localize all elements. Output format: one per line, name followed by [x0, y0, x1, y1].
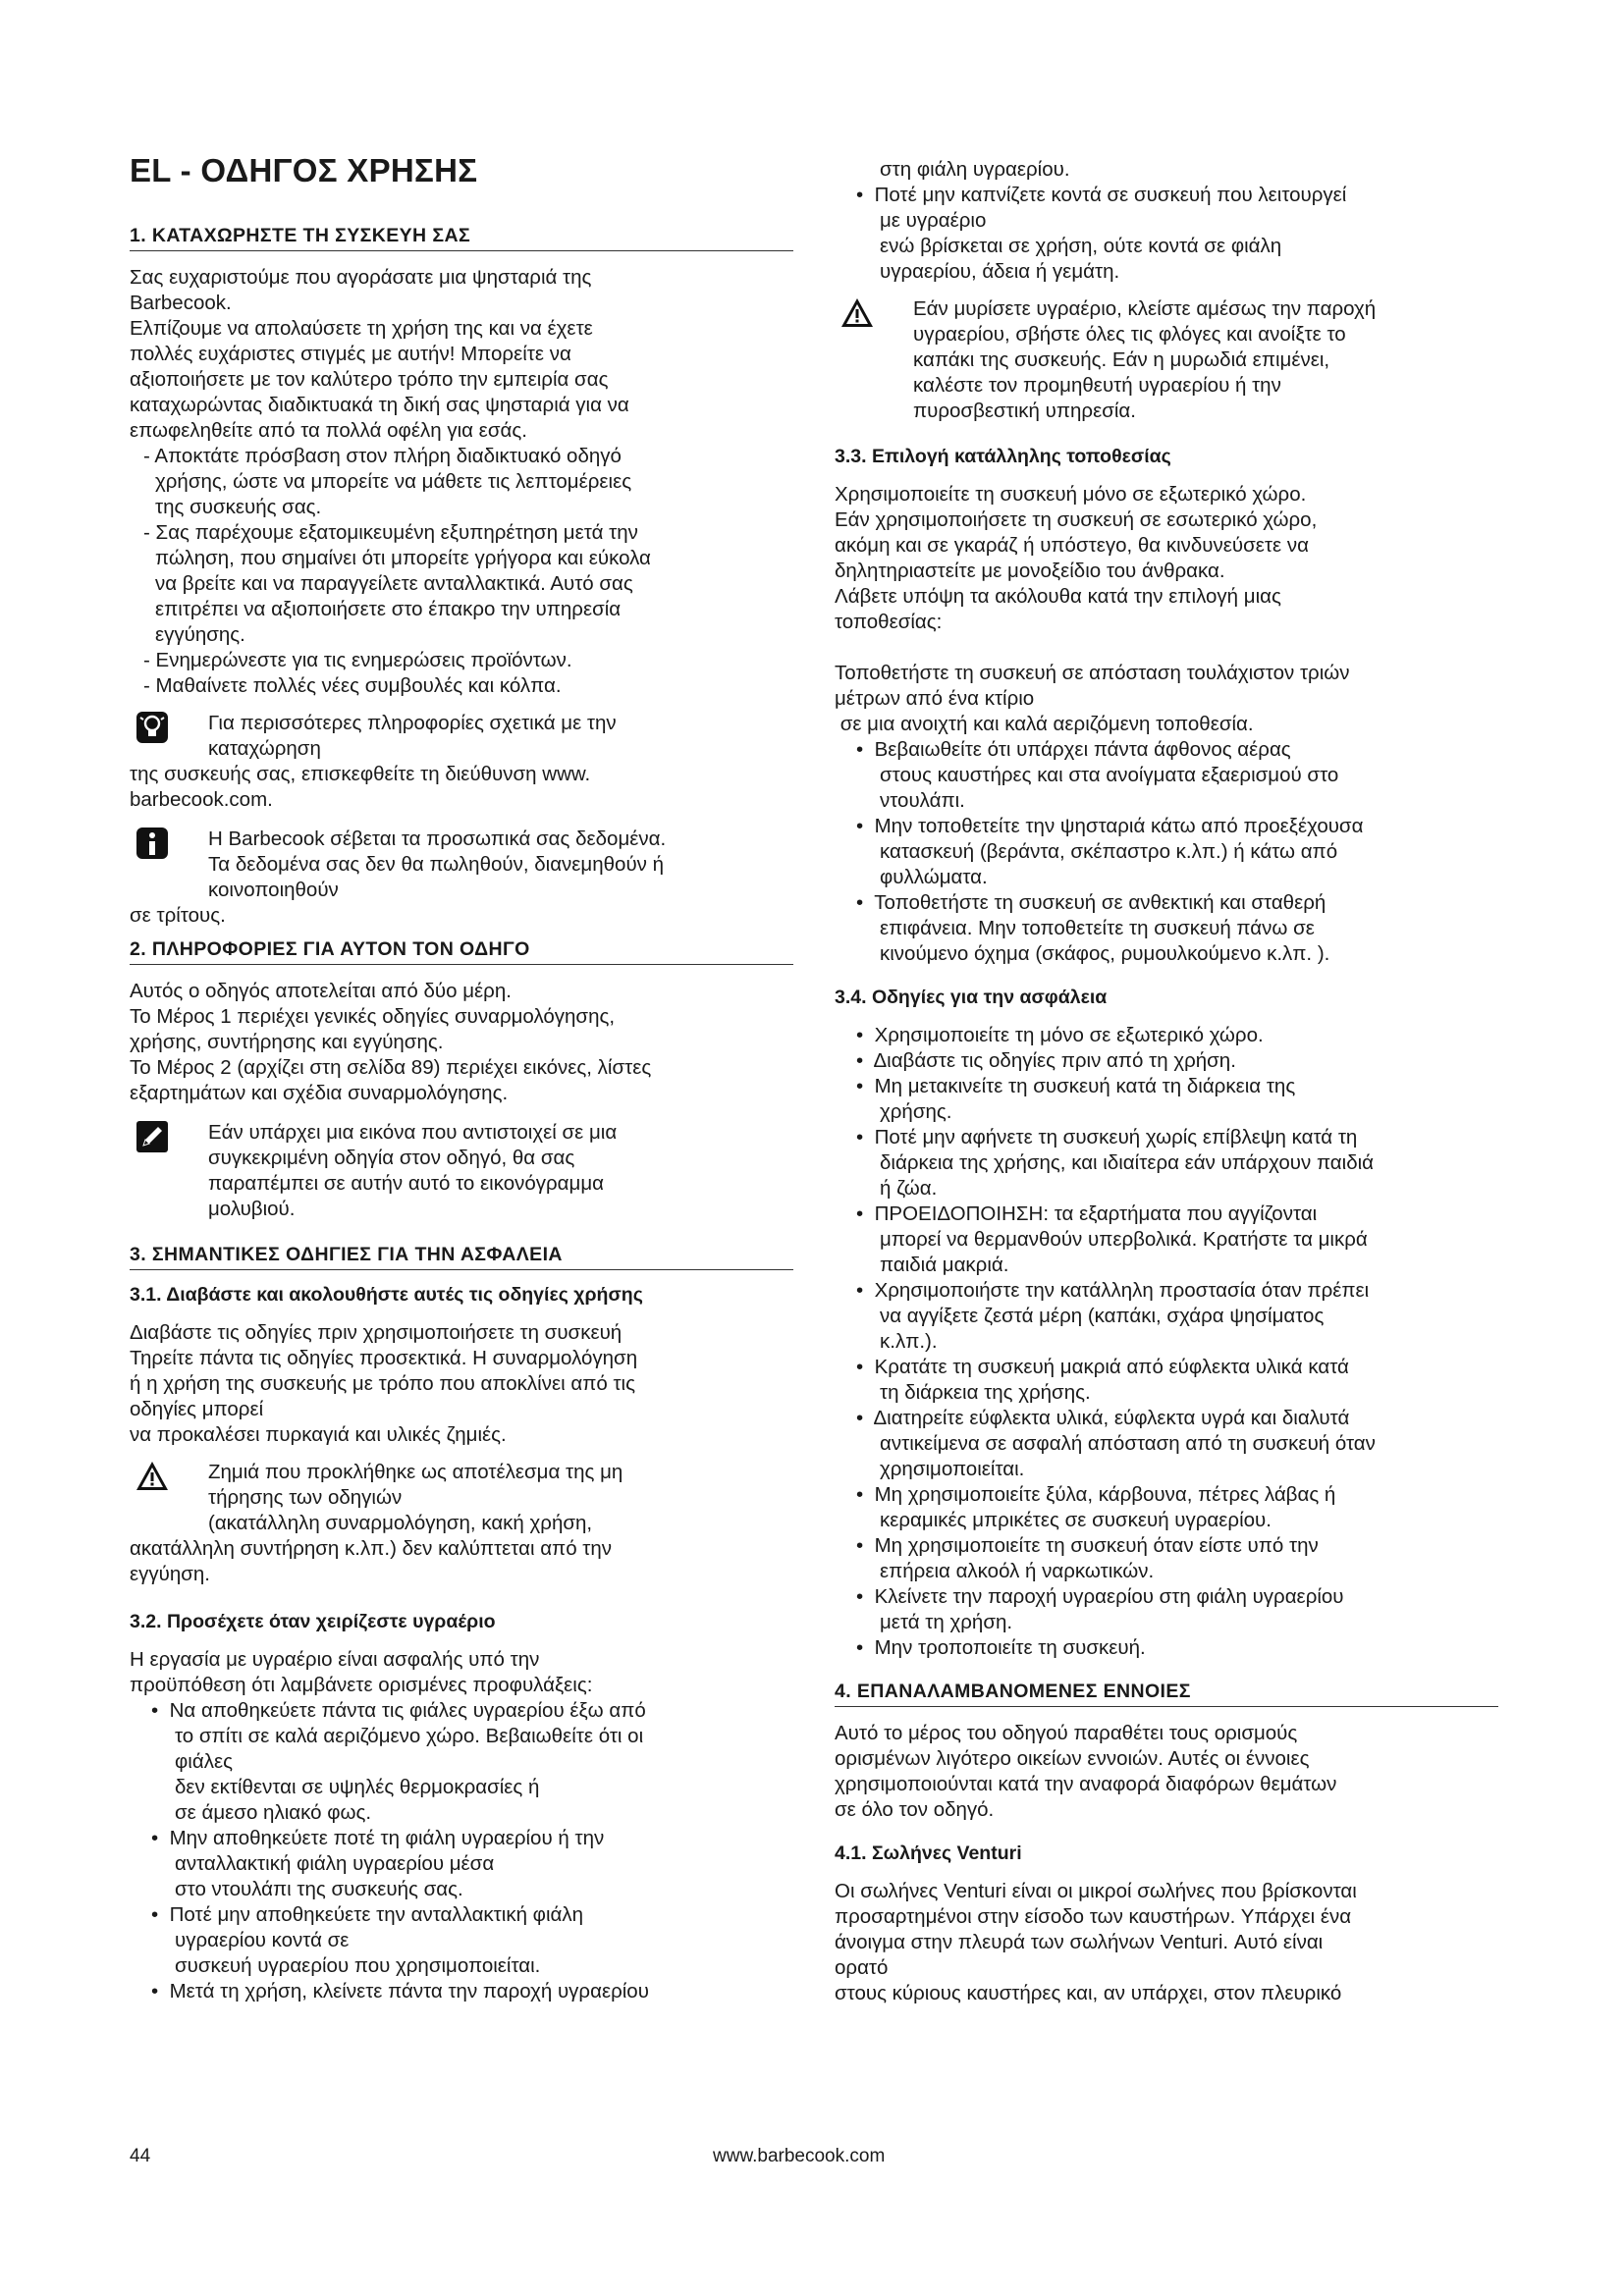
list-item: • Ποτέ μην αποθηκεύετε την ανταλλακτική φιάλη υγραερίου κοντά σε συσκευή υγραερίου που χρησιμοποιείται. [151, 1903, 584, 1977]
list-item: • Ποτέ μην καπνίζετε κοντά σε συσκευή που λειτουργεί με υγραέριο ενώ βρίσκεται σε χρήση, ούτε κοντά σε φιάλη υγραερίου, άδεια ή γεμάτη. [856, 184, 1347, 283]
section-3-3-heading: 3.3. Επιλογή κατάλληλης τοποθεσίας [835, 446, 1171, 467]
list-item: • Ποτέ μην αφήνετε τη συσκευή χωρίς επίβλεψη κατά τη διάρκεια της χρήσης, και ιδιαίτερα εάν υπάρχουν παιδιά ή ζώα. [856, 1126, 1375, 1200]
list-item: • Κρατάτε τη συσκευή μακριά από εύφλεκτα υλικά κατά τη διάρκεια της χρήσης. [856, 1356, 1349, 1404]
section-2-body: Αυτός ο οδηγός αποτελείται από δύο μέρη. Το Μέρος 1 περιέχει γενικές οδηγίες συναρμολόγησης, χρήσης, συντήρησης και εγγύησης. Το Μέρος 2 (αρχίζει στη σελίδα 89) περιέχει εικόνες, λίστες εξαρτημάτων και σχέδια συναρμολόγησης. [130, 980, 652, 1104]
list-item: • Βεβαιωθείτε ότι υπάρχει πάντα άφθονος αέρας στους καυστήρες και στα ανοίγματα εξαερισμού στο ντουλάπι. [856, 738, 1339, 812]
list-item: • Μη χρησιμοποιείτε ξύλα, κάρβουνα, πέτρες λάβας ή κεραμικές μπρικέτες σε συσκευή υγραερίου. [856, 1483, 1336, 1531]
info-note: Η Barbecook σέβεται τα προσωπικά σας δεδομένα. Τα δεδομένα σας δεν θα πωληθούν, διανεμηθούν ή κοινοποιηθούν [130, 827, 793, 903]
document-title: EL - ΟΔΗΓΟΣ ΧΡΗΣΗΣ [130, 152, 478, 188]
footer-website: www.barbecook.com [713, 2146, 886, 2166]
section-3-3-bullets [835, 737, 1498, 967]
section-3-2-bullets [130, 1698, 793, 2004]
pencil-icon [135, 1120, 169, 1153]
section-3-2-heading: 3.2. Προσέχετε όταν χειρίζεστε υγραέριο [130, 1611, 496, 1632]
left-column: EL - ΟΔΗΓΟΣ ΧΡΗΣΗΣ 1. ΚΑΤΑΧΩΡΗΣΤΕ ΤΗ ΣΥΣΚΕΥΗ ΣΑΣ Σας ευχαριστούμε που αγοράσατε μια ψησταριά της Barbecook. Ελπίζουμε να απολαύσετε τη χρήση της και να έχετε πολλές ευχάριστες στιγμές με αυτήν! Μπορείτε να αξιοποιήσετε με τον καλύτερο τρόπο την εμπειρία σας καταχωρώντας διαδικτυακά τη δική σας ψησταριά για να επωφεληθείτε από τα πολλά οφέλη για εσάς. - Αποκτάτε πρόσβαση στον πλήρη διαδικτυακό οδηγό χρήσης, ώστε να μπορείτε να μάθετε τις λεπτομέρειες της συσκευής σας. - Σας παρέχουμε εξατομικευμένη εξυπηρέτηση μετά την πώληση, που σημαίνει ότι μπορείτε γρήγορα και εύκολα να βρείτε και να παραγγείλετε ανταλλακτικά. Αυτό σας επιτρέπει να αξιοποιήσετε στο έπακρο την υπηρεσία εγγύησης. - Ενημερώνεστε για τις ενημερώσεις προϊόντων. - Μαθαίνετε πολλές νέες συμβουλές και κόλπα. Για περισσότερες πληροφορίες σχετικά με την καταχώρηση της συσκευής σας, επισκεφθείτε τη διεύθυνση www. barbecook.com. Η Barbecook σέβεται τα προσωπικά σας δεδομένα. Τα δεδομένα σας δεν θα πωληθούν, διανεμηθούν ή κοινοποιηθούν σε τρίτους. 2. ΠΛΗΡΟΦΟΡΙΕΣ ΓΙΑ ΑΥΤΟΝ ΤΟΝ ΟΔΗΓΟ Αυτός ο οδηγός αποτελείται από δύο μέρη. Το Μέρος 1 περιέχει γενικές οδηγίες συναρμολόγησης, χρήσης, συντήρησης και εγγύησης. Το Μέρος 2 (αρχίζει στη σελίδα 89) περιέχει εικόνες, λίστες εξαρτημάτων και σχέδια συναρμολόγησης. Εάν υπάρχει μια εικόνα που αντιστοιχεί σε μια συγκεκριμένη οδηγία στον οδηγό, θα σας παραπέμπει σε αυτήν αυτό το εικονόγραμμα μολυβιού. 3. ΣΗΜΑΝΤΙΚΕΣ ΟΔΗΓΙΕΣ ΓΙΑ ΤΗΝ ΑΣΦΑΛΕΙΑ 3.1. Διαβάστε και ακολουθήστε αυτές τις οδηγίες χρήσης Διαβάστε τις οδηγίες πριν χρησιμοποιήσετε τη συσκευή Τηρείτε πάντα τις οδηγίες προσεκτικά. Η συναρμολόγηση ή η χρήση της συσκευής με τρόπο που αποκλίνει από τις οδηγίες μπορεί να προκαλέσει πυρκαγιά και υλικές ζημιές. Ζημιά που προκλήθηκε ως αποτέλεσμα της μη τήρησης των οδηγιών (ακατάλληλη συναρμολόγηση, κακή χρήση, ακατάλληλη συντήρηση κ.λπ.) δεν καλύπτεται από την εγγύηση. 3.2. Προσέχετε όταν χειρίζεστε υγραέριο Η εργασία με υγραέριο είναι ασφαλής υπό την προϋπόθεση ότι λαμβάνετε ορισμένες προφυλάξεις: • Να αποθηκεύετε πάντα τις φιάλες υγραερίου έξω από το σπίτι σε καλά αεριζόμενο χώρο. Βεβαιωθείτε ότι οι φιάλες δεν εκτίθενται σε υψηλές θερμοκρασίες ή σε άμεσο ηλιακό φως. • Μην αποθηκεύετε ποτέ τη φιάλη υγραερίου ή την ανταλλακτική φιάλη υγραερίου μέσα στο ντουλάπι της συσκευής σας. • Ποτέ μην αποθηκεύετε την ανταλλακτική φιάλη υγραερίου κοντά σε συσκευή υγραερίου που χρησιμοποιείται. • Μετά τη χρήση, κλείνετε πάντα την παροχή υγραερίου [130, 152, 793, 2004]
section-1-dash-list: - Αποκτάτε πρόσβαση στον πλήρη διαδικτυακό οδηγό χρήσης, ώστε να μπορείτε να μάθετε τις λεπτομέρειες της συσκευής σας. - Σας παρέχουμε εξατομικευμένη εξυπηρέτηση μετά την πώληση, που σημαίνει ότι μπορείτε γρήγορα και εύκολα να βρείτε και να παραγγείλετε ανταλλακτικά. Αυτό σας επιτρέπει να αξιοποιήσετε στο έπακρο την υπηρεσία εγγύησης. - Ενημερώνεστε για τις ενημερώσεις προϊόντων. - Μαθαίνετε πολλές νέες συμβουλές και κόλπα. [143, 445, 651, 697]
list-item: • Χρησιμοποιήστε την κατάλληλη προστασία όταν πρέπει να αγγίξετε ζεστά μέρη (καπάκι, σχάρα ψησίματος κ.λπ.). [856, 1279, 1370, 1353]
list-item: • Μη χρησιμοποιείτε τη συσκευή όταν είστε υπό την επήρεια αλκοόλ ή ναρκωτικών. [856, 1534, 1319, 1582]
warning-icon [840, 296, 874, 330]
list-item: • Μην τροποποιείτε τη συσκευή. [856, 1636, 1146, 1659]
section-3-4-bullets [835, 1023, 1498, 1661]
list-item: • Μην αποθηκεύετε ποτέ τη φιάλη υγραερίου ή την ανταλλακτική φιάλη υγραερίου μέσα στο ντουλάπι της συσκευής σας. [151, 1827, 605, 1900]
section-3-2-body: Η εργασία με υγραέριο είναι ασφαλής υπό την προϋπόθεση ότι λαμβάνετε ορισμένες προφυλάξεις: [130, 1648, 593, 1696]
section-3-1-heading: 3.1. Διαβάστε και ακολουθήστε αυτές τις οδηγίες χρήσης [130, 1284, 643, 1306]
warning-note: Ζημιά που προκλήθηκε ως αποτέλεσμα της μη τήρησης των οδηγιών (ακατάλληλη συναρμολόγηση, κακή χρήση, [130, 1460, 793, 1536]
tip-note: Για περισσότερες πληροφορίες σχετικά με την καταχώρηση [130, 711, 793, 762]
gas-warning-note: Εάν μυρίσετε υγραέριο, κλείστε αμέσως την παροχή υγραερίου, σβήστε όλες τις φλόγες και ανοίξτε το καπάκι της συσκευής. Εάν η μυρωδιά επιμένει, καλέστε τον προμηθευτή υγραερίου ή την πυροσβεστική υπηρεσία. [835, 296, 1498, 424]
lightbulb-icon [135, 711, 169, 744]
list-item: • Μη μετακινείτε τη συσκευή κατά τη διάρκεια της χρήσης. [856, 1075, 1296, 1123]
section-2-heading: 2. ΠΛΗΡΟΦΟΡΙΕΣ ΓΙΑ ΑΥΤΟΝ ΤΟΝ ΟΔΗΓΟ [130, 938, 793, 965]
list-item: • Να αποθηκεύετε πάντα τις φιάλες υγραερίου έξω από το σπίτι σε καλά αεριζόμενο χώρο. Βεβαιωθείτε ότι οι φιάλες δεν εκτίθενται σε υψηλές θερμοκρασίες ή σε άμεσο ηλιακό φως. [151, 1699, 646, 1824]
section-3-4-heading: 3.4. Οδηγίες για την ασφάλεια [835, 987, 1108, 1008]
right-column: στη φιάλη υγραερίου. • Ποτέ μην καπνίζετε κοντά σε συσκευή που λειτουργεί με υγραέριο ενώ βρίσκεται σε χρήση, ούτε κοντά σε φιάλη υγραερίου, άδεια ή γεμάτη. Εάν μυρίσετε υγραέριο, κλείστε αμέσως την παροχή υγραερίου, σβήστε όλες τις φλόγες και ανοίξτε το καπάκι της συσκευής. Εάν η μυρωδιά επιμένει, καλέστε τον προμηθευτή υγραερίου ή την πυροσβεστική υπηρεσία. 3.3. Επιλογή κατάλληλης τοποθεσίας Χρησιμοποιείτε τη συσκευή μόνο σε εξωτερικό χώρο. Εάν χρησιμοποιήσετε τη συσκευή σε εσωτερικό χώρο, ακόμη και σε γκαράζ ή υπόστεγο, θα κινδυνεύσετε να δηλητηριαστείτε με μονοξείδιο του άνθρακα. Λάβετε υπόψη τα ακόλουθα κατά την επιλογή μιας τοποθεσίας: Τοποθετήστε τη συσκευή σε απόσταση τουλάχιστον τριών μέτρων από ένα κτίριο σε μια ανοιχτή και καλά αεριζόμενη τοποθεσία. • Βεβαιωθείτε ότι υπάρχει πάντα άφθονος αέρας στους καυστήρες και στα ανοίγματα εξαερισμού στο ντουλάπι. • Μην τοποθετείτε την ψησταριά κάτω από προεξέχουσα κατασκευή (βεράντα, σκέπαστρο κ.λπ.) ή κάτω από φυλλώματα. • Τοποθετήστε τη συσκευή σε ανθεκτική και σταθερή επιφάνεια. Μην τοποθετείτε τη συσκευή πάνω σε κινούμενο όχημα (σκάφος, ρυμουλκούμενο κ.λπ. ). 3.4. Οδηγίες για την ασφάλεια • Χρησιμοποιείτε τη μόνο σε εξωτερικό χώρο. • Διαβάστε τις οδηγίες πριν από τη χρήση. • Μη μετακινείτε τη συσκευή κατά τη διάρκεια της χρήσης. • Ποτέ μην αφήνετε τη συσκευή χωρίς επίβλεψη κατά τη διάρκεια της χρήσης, και ιδιαίτερα εάν υπάρχουν παιδιά ή ζώα. • ΠΡΟΕΙΔΟΠΟΙΗΣΗ: τα εξαρτήματα που αγγίζονται μπορεί να θερμανθούν υπερβολικά. Κρατήστε τα μικρά παιδιά μακριά. • Χρησιμοποιήστε την κατάλληλη προστασία όταν πρέπει να αγγίξετε ζεστά μέρη (καπάκι, σχάρα ψησίματος κ.λπ.). • Κρατάτε τη συσκευή μακριά από εύφλεκτα υλικά κατά τη διάρκεια της χρήσης. • Διατηρείτε εύφλεκτα υλικά, εύφλεκτα υγρά και διαλυτά αντικείμενα σε ασφαλή απόσταση από τη συσκευή όταν χρησιμοποιείται. • Μη χρησιμοποιείτε ξύλα, κάρβουνα, πέτρες λάβας ή κεραμικές μπρικέτες σε συσκευή υγραερίου. • Μη χρησιμοποιείτε τη συσκευή όταν είστε υπό την επήρεια αλκοόλ ή ναρκωτικών. • Κλείνετε την παροχή υγραερίου στη φιάλη υγραερίου μετά τη χρήση. • Μην τροποποιείτε τη συσκευή. 4. ΕΠΑΝΑΛΑΜΒΑΝΟΜΕΝΕΣ ΕΝΝΟΙΕΣ Αυτό το μέρος του οδηγού παραθέτει τους ορισμούς ορισμένων λιγότερο οικείων εννοιών. Αυτές οι έννοιες χρησιμοποιούνται κατά την αναφορά διαφόρων θεμάτων σε όλο τον οδηγό. 4.1. Σωλήνες Venturi Οι σωλήνες Venturi είναι οι μικροί σωλήνες που βρίσκονται προσαρτημένοι στην είσοδο των καυστήρων. Υπάρχει ένα άνοιγμα στην πλευρά των σωλήνων Venturi. Αυτό είναι ορατό στους κύριους καυστήρες και, αν υπάρχει, στον πλευρικό [835, 157, 1498, 2006]
section-4-1-body: Οι σωλήνες Venturi είναι οι μικροί σωλήνες που βρίσκονται προσαρτημένοι στην είσοδο των καυστήρων. Υπάρχει ένα άνοιγμα στην πλευρά των σωλήνων Venturi. Αυτό είναι ορατό στους κύριους καυστήρες και, αν υπάρχει, στον πλευρικό [835, 1880, 1357, 2004]
section-3-3-body: Χρησιμοποιείτε τη συσκευή μόνο σε εξωτερικό χώρο. Εάν χρησιμοποιήσετε τη συσκευή σε εσωτερικό χώρο, ακόμη και σε γκαράζ ή υπόστεγο, θα κινδυνεύσετε να δηλητηριαστείτε με μονοξείδιο του άνθρακα. Λάβετε υπόψη τα ακόλουθα κατά την επιλογή μιας τοποθεσίας: Τοποθετήστε τη συσκευή σε απόσταση τουλάχιστον τριών μέτρων από ένα κτίριο σε μια ανοιχτή και καλά αεριζόμενη τοποθεσία. [835, 483, 1350, 735]
section-4-body: Αυτό το μέρος του οδηγού παραθέτει τους ορισμούς ορισμένων λιγότερο οικείων εννοιών. Αυτές οι έννοιες χρησιμοποιούνται κατά την αναφορά διαφόρων θεμάτων σε όλο τον οδηγό. [835, 1722, 1337, 1821]
section-4-heading: 4. ΕΠΑΝΑΛΑΜΒΑΝΟΜΕΝΕΣ ΕΝΝΟΙΕΣ [835, 1681, 1498, 1707]
list-item: • Κλείνετε την παροχή υγραερίου στη φιάλη υγραερίου μετά τη χρήση. [856, 1585, 1344, 1633]
list-item: • Μετά τη χρήση, κλείνετε πάντα την παροχή υγραερίου [151, 1980, 649, 2002]
page-number: 44 [130, 2146, 151, 2166]
section-3-1-body: Διαβάστε τις οδηγίες πριν χρησιμοποιήσετε τη συσκευή Τηρείτε πάντα τις οδηγίες προσεκτικά. Η συναρμολόγηση ή η χρήση της συσκευής με τρόπο που αποκλίνει από τις οδηγίες μπορεί να προκαλέσει πυρκαγιά και υλικές ζημιές. [130, 1321, 638, 1446]
info-icon [135, 827, 169, 860]
section-4-1-heading: 4.1. Σωλήνες Venturi [835, 1842, 1022, 1864]
list-item: • Διαβάστε τις οδηγίες πριν από τη χρήση. [856, 1049, 1236, 1072]
list-item: • ΠΡΟΕΙΔΟΠΟΙΗΣΗ: τα εξαρτήματα που αγγίζονται μπορεί να θερμανθούν υπερβολικά. Κρατήστε τα μικρά παιδιά μακριά. [856, 1202, 1368, 1276]
warning-icon [135, 1460, 169, 1493]
pencil-note: Εάν υπάρχει μια εικόνα που αντιστοιχεί σε μια συγκεκριμένη οδηγία στον οδηγό, θα σας παραπέμπει σε αυτήν αυτό το εικονόγραμμα μολυβιού. [130, 1120, 793, 1222]
list-item: • Διατηρείτε εύφλεκτα υλικά, εύφλεκτα υγρά και διαλυτά αντικείμενα σε ασφαλή απόσταση από τη συσκευή όταν χρησιμοποιείται. [856, 1407, 1376, 1480]
list-item: • Τοποθετήστε τη συσκευή σε ανθεκτική και σταθερή επιφάνεια. Μην τοποθετείτε τη συσκευή πάνω σε κινούμενο όχημα (σκάφος, ρυμουλκούμενο κ.λπ. ). [856, 891, 1330, 965]
section-1-heading: 1. ΚΑΤΑΧΩΡΗΣΤΕ ΤΗ ΣΥΣΚΕΥΗ ΣΑΣ [130, 225, 793, 251]
section-1-intro: Σας ευχαριστούμε που αγοράσατε μια ψησταριά της Barbecook. Ελπίζουμε να απολαύσετε τη χρήση της και να έχετε πολλές ευχάριστες στιγμές με αυτήν! Μπορείτε να αξιοποιήσετε με τον καλύτερο τρόπο την εμπειρία σας καταχωρώντας διαδικτυακά τη δική σας ψησταριά για να επωφεληθείτε από τα πολλά οφέλη για εσάς. [130, 266, 629, 442]
list-item: • Μην τοποθετείτε την ψησταριά κάτω από προεξέχουσα κατασκευή (βεράντα, σκέπαστρο κ.λπ.) ή κάτω από φυλλώματα. [856, 815, 1364, 888]
list-item: • Χρησιμοποιείτε τη μόνο σε εξωτερικό χώρο. [856, 1024, 1264, 1046]
section-3-heading: 3. ΣΗΜΑΝΤΙΚΕΣ ΟΔΗΓΙΕΣ ΓΙΑ ΤΗΝ ΑΣΦΑΛΕΙΑ [130, 1244, 793, 1270]
